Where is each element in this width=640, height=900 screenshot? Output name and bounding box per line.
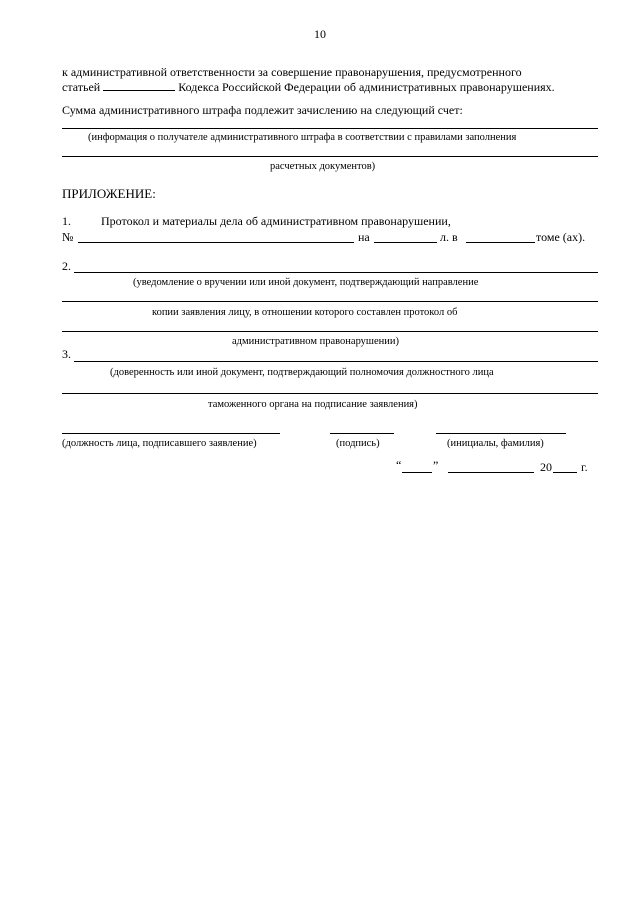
fine-recipient-line-2[interactable]: [62, 156, 598, 157]
page-number: 10: [314, 27, 326, 41]
date-year-prefix: 20: [540, 460, 552, 474]
date-year-blank[interactable]: [553, 472, 577, 473]
signature-line[interactable]: [330, 433, 394, 434]
item3-line-1[interactable]: [74, 361, 598, 362]
date-year-suffix: г.: [581, 460, 588, 474]
paragraph-line-2: [62, 79, 555, 94]
item1-text: Протокол и материалы дела об административном правонарушении,: [101, 214, 451, 228]
name-caption: (инициалы, фамилия): [447, 438, 544, 449]
item1-pages-blank[interactable]: [374, 242, 437, 243]
date-month-blank[interactable]: [448, 472, 534, 473]
item2-number: 2.: [62, 259, 71, 273]
date-close-quote: ”: [433, 458, 439, 472]
item1-number-blank[interactable]: [78, 242, 354, 243]
position-signature-line[interactable]: [62, 433, 280, 434]
paragraph-line-1: к административной ответственности за совершение правонарушения, предусмотренного: [62, 65, 522, 79]
item2-line-2[interactable]: [62, 301, 598, 302]
name-signature-line[interactable]: [436, 433, 566, 434]
item1-l-label: л. в: [440, 230, 458, 244]
item2-caption-2: копии заявления лицу, в отношении которого составлен протокол об: [152, 307, 458, 318]
article-blank[interactable]: [103, 79, 175, 91]
item1-tome-label: томе (ах).: [536, 230, 586, 244]
item2-caption-3: административном правонарушении): [232, 336, 400, 347]
fine-caption-line-2: расчетных документов): [270, 161, 376, 172]
fine-recipient-line-1[interactable]: [62, 128, 598, 129]
item2-line-1[interactable]: [74, 272, 598, 273]
item3-number: 3.: [62, 347, 71, 361]
item1-number: 1.: [62, 214, 71, 228]
item2-line-3[interactable]: [62, 331, 598, 332]
date-day-blank[interactable]: [402, 472, 432, 473]
date-open-quote: “: [396, 458, 402, 472]
position-caption: (должность лица, подписавшего заявление): [62, 438, 257, 449]
fine-text: Сумма административного штрафа подлежит зачислению на следующий счет:: [62, 103, 463, 117]
item1-na-label: на: [358, 230, 370, 244]
item3-caption-1: (доверенность или иной документ, подтверждающий полномочия должностного лица: [110, 367, 494, 378]
signature-caption: (подпись): [336, 438, 380, 449]
item3-caption-2: таможенного органа на подписание заявления): [208, 399, 418, 410]
item2-caption-1: (уведомление о вручении или иной документ, подтверждающий направление: [133, 277, 479, 288]
article-suffix: Кодекса Российской Федерации об административных правонарушениях.: [178, 80, 555, 94]
item1-no-label: №: [62, 230, 74, 244]
appendix-heading: ПРИЛОЖЕНИЕ:: [62, 186, 156, 201]
fine-caption-line-1: (информация о получателе административного штрафа в соответствии с правилами заполнения: [88, 132, 517, 143]
item3-line-2[interactable]: [62, 393, 598, 394]
article-prefix: статьей: [62, 80, 101, 94]
item1-volume-blank[interactable]: [466, 242, 535, 243]
